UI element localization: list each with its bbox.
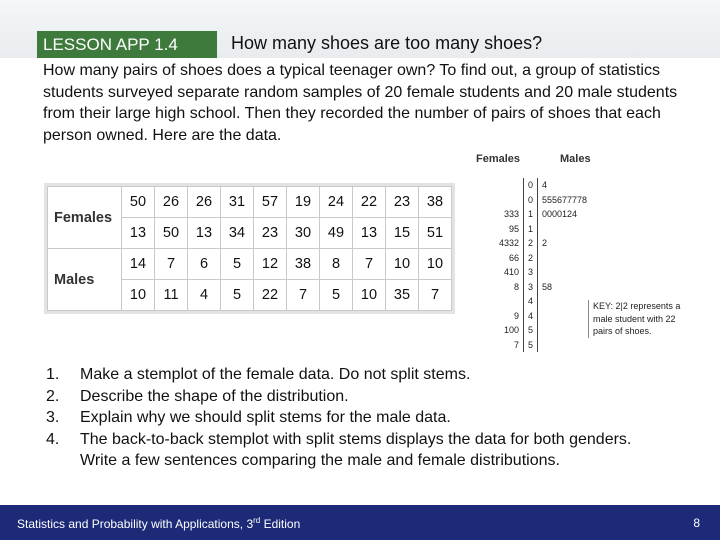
table-cell: 51 xyxy=(419,218,452,249)
stemplot-male-leaves xyxy=(538,251,602,266)
stemplot-row xyxy=(475,222,602,237)
table-cell: 10 xyxy=(419,249,452,280)
table-cell: 34 xyxy=(221,218,254,249)
question-text: Explain why we should split stems for the male data. xyxy=(80,409,451,426)
table-cell: 26 xyxy=(155,187,188,218)
table-cell: 22 xyxy=(254,280,287,311)
table-cell: 7 xyxy=(287,280,320,311)
stemplot-row xyxy=(475,323,602,338)
stemplot-stem: 0 xyxy=(523,178,538,193)
table-cell: 5 xyxy=(221,280,254,311)
table-cell: 11 xyxy=(155,280,188,311)
list-item xyxy=(46,364,646,386)
stemplot-stem: 4 xyxy=(523,309,538,324)
list-item xyxy=(46,407,646,429)
table-cell: 30 xyxy=(287,218,320,249)
intro-paragraph: How many pairs of shoes does a typical teenager own? To find out, a group of statistics students surveyed separate random samples of 20 female students and 20 male students from their large high school. Then they recorded the number of pairs of shoes that each person owned. Here are the data. xyxy=(43,62,678,144)
book-title-suffix: Edition xyxy=(260,517,301,531)
group-label-males: Males xyxy=(48,249,122,311)
table-cell: 8 xyxy=(320,249,353,280)
question-text: Describe the shape of the distribution. xyxy=(80,387,349,405)
stemplot-female-leaves: 8 xyxy=(513,281,519,292)
table-cell: 35 xyxy=(386,280,419,311)
question-text: Make a stemplot of the female data. Do not split stems. xyxy=(80,366,471,383)
stemplot-row xyxy=(475,309,602,324)
stemplot-male-leaves: 58 xyxy=(542,281,553,292)
table-cell: 22 xyxy=(353,187,386,218)
table-cell: 12 xyxy=(254,249,287,280)
table-cell: 13 xyxy=(353,218,386,249)
table-cell: 49 xyxy=(320,218,353,249)
group-label-females: Females xyxy=(48,187,122,249)
stemplot-female-leaves: 410 xyxy=(503,267,519,277)
table-cell: 5 xyxy=(221,249,254,280)
table-cell: 26 xyxy=(188,187,221,218)
table-cell: 5 xyxy=(320,280,353,311)
question-number: 3. xyxy=(46,409,60,426)
table-cell: 31 xyxy=(221,187,254,218)
list-item xyxy=(46,386,646,408)
table-cell: 10 xyxy=(122,280,155,311)
stemplot-stem: 1 xyxy=(523,207,538,222)
table-cell: 24 xyxy=(320,187,353,218)
stemplot-row xyxy=(475,251,602,266)
stemplot-row xyxy=(475,236,602,251)
table-cell: 10 xyxy=(353,280,386,311)
lesson-tag: LESSON APP 1.4 xyxy=(37,31,217,58)
table-cell: 13 xyxy=(188,218,221,249)
page-number: 8 xyxy=(693,516,700,530)
stemplot-stem: 5 xyxy=(523,323,538,338)
stemplot-female-leaves: 4332 xyxy=(498,238,519,248)
question-number: 4. xyxy=(46,430,60,448)
back-to-back-stemplot xyxy=(475,178,602,352)
stemplot-header-females: Females xyxy=(476,153,521,165)
stemplot-female-leaves xyxy=(475,193,523,208)
stemplot-row xyxy=(475,338,602,353)
stemplot-female-leaves: 333 xyxy=(503,209,519,219)
table-cell: 57 xyxy=(254,187,287,218)
stemplot-stem: 2 xyxy=(523,251,538,266)
stemplot-female-leaves xyxy=(475,294,523,309)
stemplot-male-leaves: 2 xyxy=(542,238,548,248)
stemplot-stem: 3 xyxy=(523,280,538,295)
table-cell: 4 xyxy=(188,280,221,311)
stemplot-stem: 3 xyxy=(523,265,538,280)
stemplot-header-males: Males xyxy=(560,153,591,165)
table-cell: 7 xyxy=(155,249,188,280)
book-title-prefix: Statistics and Probability with Applications, 3 xyxy=(17,517,254,531)
table-cell: 7 xyxy=(353,249,386,280)
stemplot-stem: 2 xyxy=(523,236,538,251)
stemplot-row xyxy=(475,280,602,295)
stemplot-female-leaves: 95 xyxy=(508,223,519,234)
question-list xyxy=(46,364,646,472)
table-cell: 23 xyxy=(254,218,287,249)
book-title-sup: rd xyxy=(253,516,261,525)
table-cell: 14 xyxy=(122,249,155,280)
table-cell: 10 xyxy=(386,249,419,280)
table-row xyxy=(48,187,452,218)
stemplot-key: KEY: 2|2 represents a male student with 22 pairs of shoes. xyxy=(588,300,688,338)
question-number: 2. xyxy=(46,387,60,405)
shoe-data-table xyxy=(47,186,452,311)
footer-bar xyxy=(0,505,720,540)
table-cell: 15 xyxy=(386,218,419,249)
table-cell: 23 xyxy=(386,187,419,218)
stemplot-female-leaves: 9 xyxy=(513,310,519,321)
table-cell: 38 xyxy=(287,249,320,280)
stemplot-stem: 4 xyxy=(523,294,538,309)
stemplot-stem: 1 xyxy=(523,222,538,237)
table-cell: 7 xyxy=(419,280,452,311)
slide-title: How many shoes are too many shoes? xyxy=(231,33,543,53)
book-title xyxy=(17,516,300,531)
table-cell: 6 xyxy=(188,249,221,280)
stemplot-row xyxy=(475,193,602,208)
stemplot-male-leaves: 0000124 xyxy=(542,209,578,219)
stemplot-female-leaves xyxy=(475,178,523,193)
table-cell: 50 xyxy=(155,218,188,249)
stemplot-row xyxy=(475,294,602,309)
question-number: 1. xyxy=(46,366,60,383)
table-cell: 50 xyxy=(122,187,155,218)
stemplot-male-leaves: 4 xyxy=(542,180,548,190)
stemplot-stem: 0 xyxy=(523,193,538,208)
table-cell: 19 xyxy=(287,187,320,218)
stemplot-male-leaves xyxy=(538,222,602,237)
stemplot-male-leaves xyxy=(538,265,602,280)
stemplot-female-leaves: 66 xyxy=(508,252,519,263)
stemplot-female-leaves: 7 xyxy=(513,339,519,350)
table-cell: 13 xyxy=(122,218,155,249)
table-row xyxy=(48,249,452,280)
stemplot-male-leaves: 555677778 xyxy=(542,194,588,205)
stemplot-row xyxy=(475,265,602,280)
question-text: The back-to-back stemplot with split stems displays the data for both genders. Write a few sentences comparing the male and female distributions. xyxy=(80,430,632,469)
list-item xyxy=(46,429,646,472)
table-cell: 38 xyxy=(419,187,452,218)
stemplot-row xyxy=(475,178,602,193)
stemplot-male-leaves xyxy=(538,338,602,353)
stemplot-stem: 5 xyxy=(523,338,538,353)
stemplot-row xyxy=(475,207,602,222)
stemplot-female-leaves: 100 xyxy=(503,325,519,335)
